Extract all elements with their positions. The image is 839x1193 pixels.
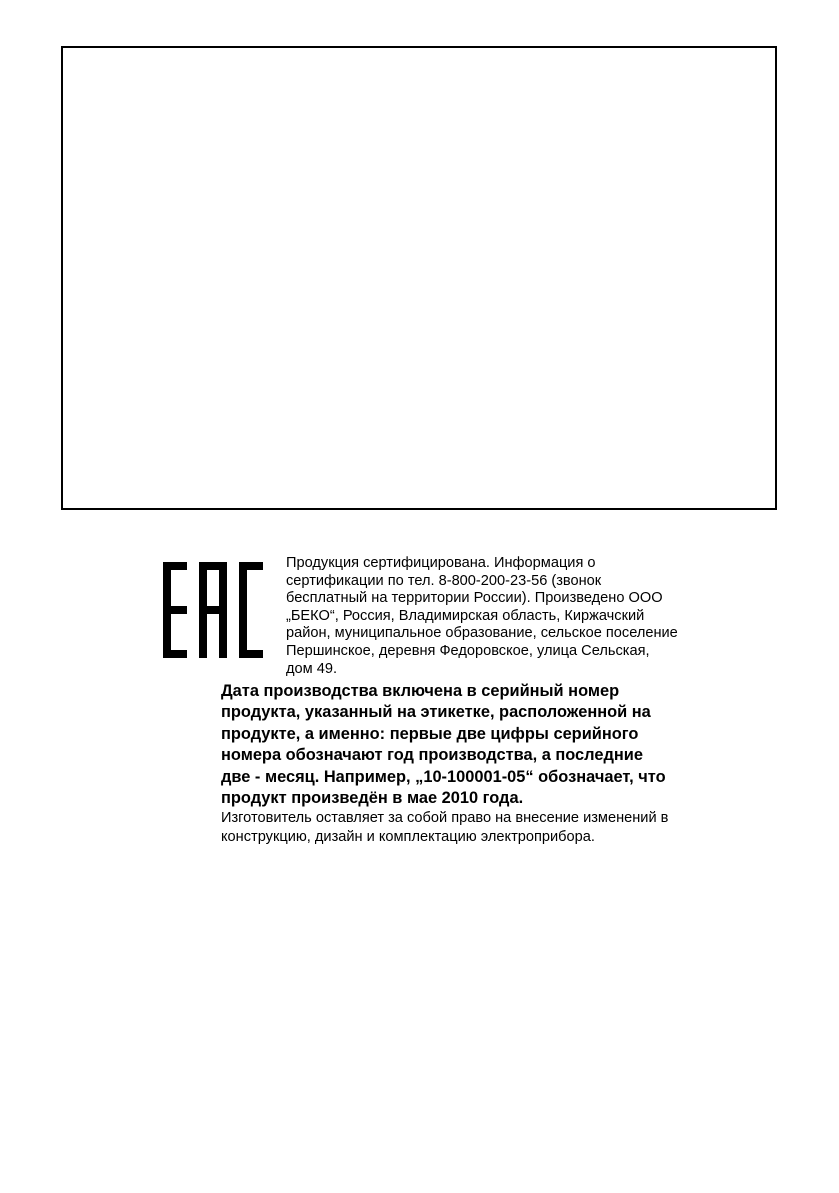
production-date-note: Дата производства включена в серийный номер продукта, указанный на этикетке, расположенной на продукте, а именно: первые две цифры серийного номера обозначают год производства, а последние две - месяц. Например, „10-100001-05“ обозначает, что продукт произведён в мае 2010 года. [221, 682, 666, 808]
certification-text: Продукция сертифицирована. Информация о сертификации по тел. 8-800-200-23-56 (звонок бесплатный на территории России). Произведено ООО „БЕКО“, Россия, Владимирская область, Киржачский район, муниципальное образование, сельское поселение Першинское, деревня Федоровское, улица Сельская, дом 49. [286, 555, 678, 677]
manufacturer-rights-note: Изготовитель оставляет за собой право на внесение изменений в конструкцию, дизайн и комплектацию электроприбора. [221, 810, 669, 845]
eac-mark [163, 562, 263, 658]
empty-frame [61, 46, 777, 510]
